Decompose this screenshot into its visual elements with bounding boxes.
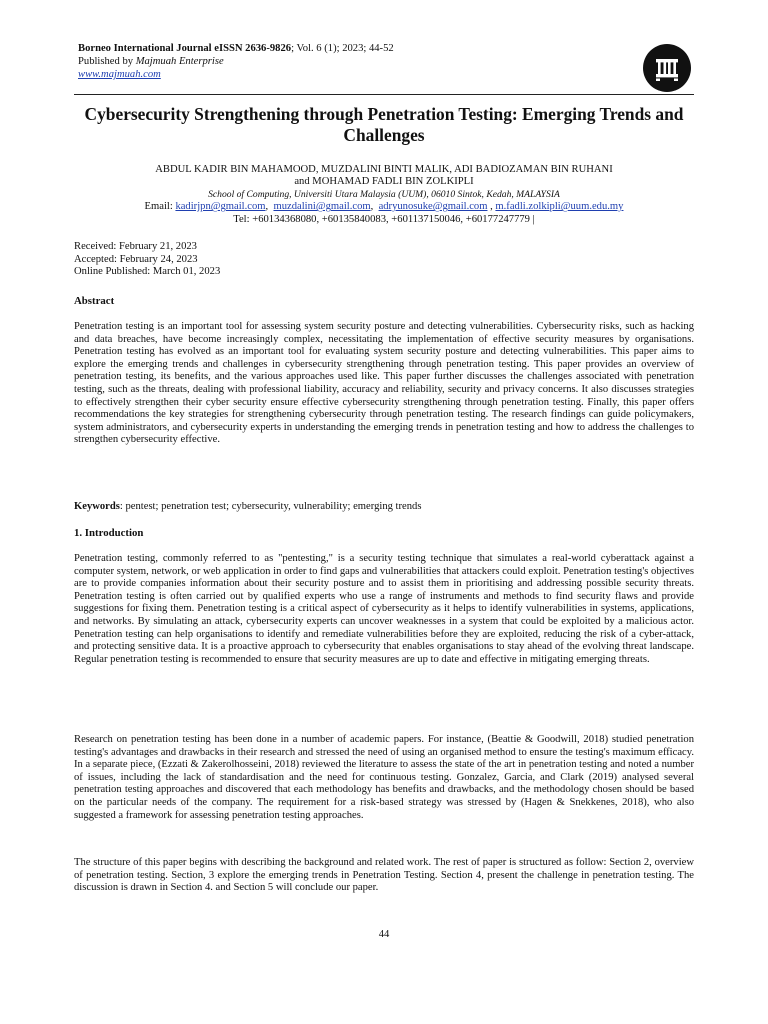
received-date: Received: February 21, 2023 — [74, 241, 197, 252]
journal-header — [78, 42, 678, 81]
logo-glyph — [643, 44, 691, 92]
publisher-name: Majmuah Enterprise — [135, 56, 224, 67]
page-number: 44 — [378, 929, 390, 940]
publication-dates — [74, 241, 694, 279]
keywords-label: Keywords — [74, 501, 120, 512]
intro-paragraph-3: The structure of this paper begins with describing the background and related work. The rest of paper is structured as follow: Section 2, overview of penetration testing. Section, 3 explore the emerging trends in Penetration Testing. Section 4, present the challenge in penetration testing. The discussion is drawn in Section 4. and Section 5 will conclude our paper. — [74, 857, 694, 894]
telephone-line: Tel: +60134368080, +60135840083, +601137150046, +60177247779 | — [233, 213, 535, 225]
email-link-2[interactable]: muzdalini@gmail.com — [273, 201, 371, 213]
abstract-text: Penetration testing is an important tool for assessing system security posture and detecting vulnerabilities. Cybersecurity risks, such as hacking and data breaches, have become increasingly complex, necessitating the implementation of effective security measures by organisations. Penetration testing has evolved as an important tool for evaluating system security posture and detecting vulnerabilities. This paper aims to explore the emerging trends and challenges in cybersecurity strengthening through penetration testing. This paper provides an overview of penetration testing, its benefits, and the various approaches used like. This paper further discusses the challenges associated with penetration testing, such as the threats, dealing with professional liability, accuracy and reliability, security and privacy concerns. It also discusses strategies to effectively strengthen their cyber security ensure effective cybersecurity strengthening through penetration testing. Finally, this paper offers recommendations the key strategies for strengthening cybersecurity through penetration testing. The research findings can guide policymakers, system administrators, and cybersecurity experts in understanding the emerging trends in penetration testing and how to address the challenges to strengthen cybersecurity effective. — [74, 321, 694, 446]
keywords-line — [74, 501, 694, 514]
journal-url-link[interactable]: www.majmuah.com — [78, 69, 161, 80]
journal-line — [78, 42, 678, 55]
abstract-heading: Abstract — [74, 295, 115, 307]
publisher-line — [78, 55, 678, 68]
published-date: Online Published: March 01, 2023 — [74, 266, 221, 278]
author-names-line-1: ABDUL KADIR BIN MAHAMOOD, MUZDALINI BINTI MALIK, ADI BADIOZAMAN BIN RUHANI — [155, 164, 613, 175]
email-link-3[interactable]: adryunosuke@gmail.com — [378, 201, 488, 213]
email-line: Email: kadirjpn@gmail.com, muzdalini@gmail.com, adryunosuke@gmail.com , m.fadli.zolkipli@uum.edu.my — [144, 201, 624, 213]
email-label: Email: — [144, 201, 176, 213]
journal-volume: ; Vol. 6 (1); 2023; 44-52 — [291, 43, 394, 54]
publisher-logo-icon — [643, 44, 691, 92]
accepted-date: Accepted: February 24, 2023 — [74, 253, 198, 265]
email-link-4[interactable]: m.fadli.zolkipli@uum.edu.my — [495, 201, 624, 213]
journal-url-line — [78, 68, 678, 81]
author-block — [74, 164, 694, 226]
intro-paragraph-1: Penetration testing, commonly referred to as "pentesting," is a security testing technique that simulates a real-world cyberattack against a computer system, network, or web application in order to find gaps and vulnerabilities that attackers could exploit. Penetration testing's objectives are to provide companies information about their security posture and to assist them in prioritising and addressing possible security threats. Penetration testing is often carried out by qualified experts who use a range of instruments and methods to find security flaws and provide suggestions for fixing them. Penetration testing is a critical aspect of cybersecurity as it helps to identify vulnerabilities in systems, applications, and networks. By simulating an attack, cybersecurity experts can uncover weaknesses in a system that could be exploited by a malicious actor. Penetration testing can help organisations to identify and remediate vulnerabilities before they are exploited, reducing the risk of a cyber-attack, and protecting sensitive data. It is a proactive approach to cybersecurity that enables organisations to stay ahead of the evolving threat landscape. Regular penetration testing is recommended to ensure that security measures are up to date and effective in mitigating emerging threats. — [74, 553, 694, 665]
published-by-label: Published by — [78, 56, 136, 67]
journal-name: Borneo International Journal eISSN 2636-9826 — [78, 43, 292, 54]
introduction-heading: 1. Introduction — [74, 527, 144, 539]
header-divider — [74, 94, 694, 95]
email-link-1[interactable]: kadirjpn@gmail.com — [175, 201, 266, 213]
affiliation: School of Computing, Universiti Utara Malaysia (UUM), 06010 Sintok, Kedah, MALAYSIA — [208, 188, 560, 200]
intro-paragraph-2: Research on penetration testing has been done in a number of academic papers. For instance, (Beattie & Goodwill, 2018) studied penetration testing's advantages and drawbacks in their research and stressed the need of using an organised method to ensure the testing's maximum efficacy. In a separate piece, (Ezzati & Zakerolhosseini, 2018) reviewed the literature to assess the state of the art in penetration testing and noted a number of issues, including the lack of standardisation and the need for continuous testing. Gonzalez, Garcia, and Clark (2019) analysed several penetration testing approaches and discovered that each methodology has benefits and drawbacks, and the methodology chosen should be based on the particular needs of the company. The requirement for a risk-based strategy was stressed by (Hagen & Snekkenes, 2018), who also suggested a framework for assessing penetration testing approaches. — [74, 734, 694, 821]
author-names-line-2: and MOHAMAD FADLI BIN ZOLKIPLI — [294, 176, 474, 188]
keywords-text: : pentest; penetration test; cybersecurity, vulnerability; emerging trends — [119, 501, 422, 512]
paper-title: Cybersecurity Strengthening through Penetration Testing: Emerging Trends and Challenges — [84, 104, 684, 145]
